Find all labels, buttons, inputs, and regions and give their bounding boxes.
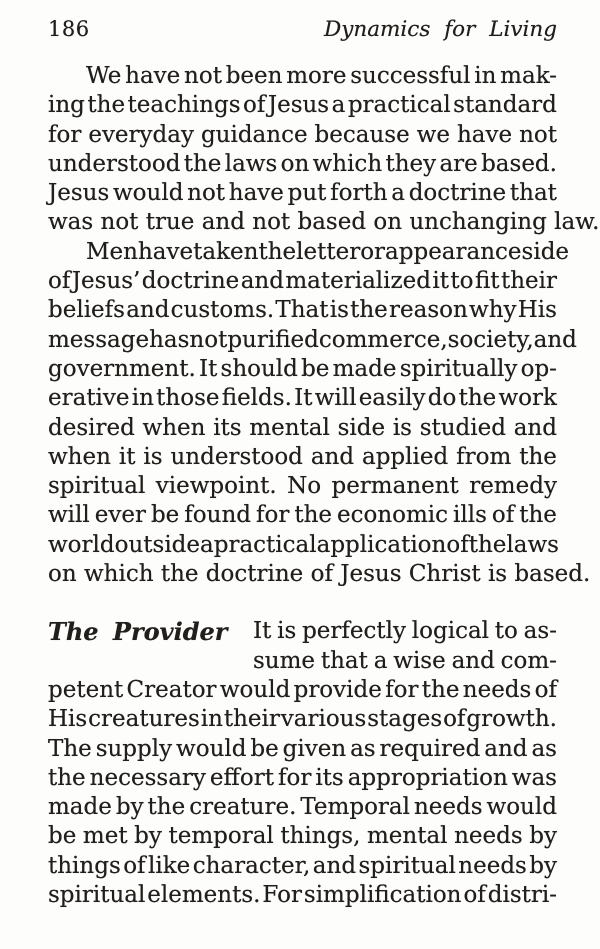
- word: because: [314, 121, 410, 148]
- word: based.: [481, 150, 557, 177]
- text-line: [48, 793, 557, 822]
- word: will: [48, 502, 90, 529]
- word: ills: [453, 502, 487, 529]
- word: sume: [253, 647, 316, 674]
- text-line: [48, 355, 557, 384]
- word: permanent: [331, 473, 459, 500]
- word: of: [48, 268, 71, 295]
- word: they: [385, 150, 437, 177]
- word: and: [310, 443, 355, 470]
- word: in: [474, 63, 497, 89]
- word: the: [258, 238, 297, 265]
- word: which: [312, 150, 383, 177]
- word: in: [131, 385, 154, 412]
- word: guidance: [200, 121, 308, 148]
- text-line: [48, 238, 570, 267]
- word: things: [48, 852, 121, 879]
- word: it: [118, 443, 136, 470]
- word: simplification: [303, 882, 462, 909]
- text-line: [253, 647, 557, 676]
- word: to: [450, 268, 474, 295]
- word: erative: [48, 385, 130, 412]
- text-line: [48, 852, 557, 881]
- word: mental: [366, 823, 448, 850]
- word: beliefs: [48, 297, 125, 324]
- word: side: [521, 238, 570, 265]
- word: understood: [48, 150, 181, 177]
- word: is: [392, 414, 412, 441]
- word: teachings: [127, 92, 241, 119]
- word: supply: [95, 735, 173, 762]
- word: would: [219, 676, 291, 703]
- page-body: [48, 62, 600, 910]
- word: logical: [411, 618, 490, 645]
- word: not: [189, 326, 228, 353]
- word: society,: [447, 326, 534, 353]
- word: be: [250, 735, 279, 762]
- word: we: [416, 121, 450, 148]
- word: Jesus: [48, 180, 110, 207]
- text-line: [48, 121, 557, 150]
- word: the: [421, 676, 460, 703]
- word: world: [48, 531, 115, 558]
- word: do: [427, 385, 457, 412]
- word: It: [198, 355, 218, 382]
- word: has: [149, 326, 190, 353]
- text-line: [48, 414, 557, 443]
- word: Jesus: [267, 92, 330, 119]
- word: when: [142, 414, 206, 441]
- text-line: [48, 676, 557, 705]
- word: a: [373, 647, 388, 674]
- word: of: [443, 706, 466, 733]
- word: His: [48, 706, 88, 733]
- word: No: [287, 473, 322, 500]
- word: the: [294, 502, 332, 529]
- text-line: [48, 62, 557, 91]
- word: creature.: [189, 794, 297, 821]
- word: of: [491, 502, 515, 529]
- word: would: [176, 735, 247, 762]
- word: government.: [48, 355, 196, 382]
- word: and: [451, 647, 495, 674]
- word: fields.: [221, 385, 292, 412]
- word: applied: [362, 443, 449, 470]
- word: the: [458, 385, 497, 412]
- word: as-: [523, 618, 557, 645]
- word: for: [48, 121, 82, 148]
- word: easily: [358, 385, 426, 412]
- text-line: [48, 267, 557, 296]
- word: have: [228, 180, 284, 207]
- word: mental: [249, 414, 330, 441]
- word: doctrine: [141, 268, 240, 295]
- word: have: [456, 121, 513, 148]
- word: the: [468, 531, 507, 558]
- body-paragraph: [48, 238, 591, 590]
- word: petent: [48, 676, 124, 703]
- word: its: [315, 764, 344, 791]
- word: The: [48, 735, 92, 762]
- word: its: [213, 414, 242, 441]
- word: needs: [413, 794, 483, 821]
- word: of: [446, 531, 469, 558]
- page-number: 186: [48, 17, 90, 41]
- word: the: [519, 443, 557, 470]
- word: successful: [350, 63, 471, 89]
- text-line: [48, 531, 557, 560]
- text-line: on which the doctrine of Jesus Christ is based.: [48, 561, 591, 588]
- word: be: [48, 823, 77, 850]
- word: made: [48, 794, 112, 821]
- word: purified: [227, 326, 319, 353]
- text-line: [48, 881, 557, 910]
- text-line: [48, 179, 557, 208]
- word: for: [255, 502, 290, 529]
- word: wise: [393, 647, 446, 674]
- word: the: [87, 92, 126, 119]
- word: been: [225, 63, 283, 89]
- word: and: [312, 852, 357, 879]
- word: desired: [48, 414, 135, 441]
- word: Temporal: [300, 794, 410, 821]
- word: those: [156, 385, 220, 412]
- word: It: [294, 385, 313, 412]
- word: when: [48, 443, 111, 470]
- word: as: [350, 735, 376, 762]
- word: of: [243, 92, 266, 119]
- word: character,: [192, 852, 311, 879]
- word: Jesus’: [71, 268, 141, 295]
- word: spiritual: [358, 852, 456, 879]
- word: would: [486, 794, 557, 821]
- word: in: [200, 706, 223, 733]
- word: the: [350, 297, 388, 324]
- word: perfectly: [302, 618, 406, 645]
- word: temporal: [168, 823, 274, 850]
- word: spiritually: [399, 355, 518, 382]
- word: commerce,: [318, 326, 448, 353]
- section-heading: The Provider: [48, 617, 228, 647]
- word: are: [439, 150, 478, 177]
- word: remedy: [469, 473, 557, 500]
- word: made: [332, 355, 397, 382]
- word: standard: [453, 92, 557, 119]
- word: that: [320, 647, 368, 674]
- text-line: [48, 150, 557, 179]
- word: for: [385, 676, 419, 703]
- body-paragraph: [48, 62, 600, 238]
- word: of: [534, 676, 557, 703]
- word: It: [253, 618, 272, 645]
- word: as: [531, 735, 557, 762]
- word: taken: [193, 238, 259, 265]
- word: spiritual: [48, 882, 146, 909]
- word: and: [484, 735, 528, 762]
- word: or: [360, 238, 386, 265]
- text-line: [48, 296, 557, 325]
- word: growth.: [466, 706, 557, 733]
- word: should: [220, 355, 298, 382]
- word: side: [337, 414, 386, 441]
- word: on: [280, 150, 310, 177]
- word: materialized: [285, 268, 431, 295]
- word: For: [262, 882, 302, 909]
- word: of: [123, 852, 146, 879]
- word: would: [112, 180, 184, 207]
- word: by: [115, 794, 144, 821]
- word: com-: [500, 647, 557, 674]
- word: needs: [458, 852, 527, 879]
- word: their: [223, 706, 280, 733]
- word: a: [200, 531, 214, 558]
- word: and: [240, 268, 284, 295]
- text-line: [48, 384, 557, 413]
- word: viewpoint.: [155, 473, 277, 500]
- word: be: [301, 355, 330, 382]
- word: doctrine: [408, 180, 507, 207]
- word: mak-: [500, 63, 557, 89]
- word: appearance: [385, 238, 522, 265]
- word: and: [533, 326, 577, 353]
- word: provide: [293, 676, 382, 703]
- word: is: [143, 443, 163, 470]
- word: reason: [389, 297, 468, 324]
- word: elements.: [147, 882, 261, 909]
- word: their: [500, 268, 557, 295]
- word: is: [277, 618, 297, 645]
- word: and: [513, 414, 557, 441]
- word: That: [275, 297, 329, 324]
- word: laws: [506, 531, 559, 558]
- word: letter: [296, 238, 361, 265]
- word: We: [86, 63, 122, 89]
- word: the: [147, 794, 186, 821]
- text-line: [48, 705, 557, 734]
- word: forth: [330, 180, 388, 207]
- word: economic: [336, 502, 449, 529]
- word: necessary: [89, 764, 206, 791]
- word: for: [277, 764, 312, 791]
- word: be: [150, 502, 180, 529]
- word: understood: [170, 443, 303, 470]
- word: and: [126, 297, 170, 324]
- word: put: [287, 180, 327, 207]
- word: stages: [367, 706, 443, 733]
- word: His: [517, 297, 557, 324]
- word: laws: [224, 150, 278, 177]
- word: practical: [213, 531, 317, 558]
- word: by: [529, 852, 557, 879]
- text-line: [48, 501, 557, 530]
- word: like: [148, 852, 191, 879]
- word: required: [379, 735, 481, 762]
- word: it: [432, 268, 449, 295]
- word: things,: [280, 823, 361, 850]
- word: is: [329, 297, 349, 324]
- sidehead-section: [48, 617, 557, 910]
- word: a: [391, 180, 405, 207]
- word: studied: [419, 414, 506, 441]
- word: appropriation: [347, 764, 508, 791]
- word: spiritual: [48, 473, 146, 500]
- word: of: [463, 882, 486, 909]
- word: why: [469, 297, 517, 324]
- word: have: [125, 63, 181, 89]
- text-line: [48, 735, 557, 764]
- word: that: [509, 180, 557, 207]
- word: have: [137, 238, 194, 265]
- word: outside: [114, 531, 201, 558]
- text-line: [48, 764, 557, 793]
- word: fit: [474, 268, 500, 295]
- word: needs: [462, 676, 532, 703]
- word: message: [48, 326, 150, 353]
- running-header: [48, 16, 557, 43]
- word: practical: [347, 92, 451, 119]
- word: the: [48, 764, 86, 791]
- word: will: [314, 385, 357, 412]
- word: creatures: [88, 706, 200, 733]
- text-line: [48, 472, 557, 501]
- word: op-: [520, 355, 557, 382]
- word: Men: [86, 238, 138, 265]
- word: needs: [454, 823, 523, 850]
- word: not: [519, 121, 557, 148]
- word: was: [511, 764, 557, 791]
- word: by: [134, 823, 162, 850]
- word: the: [519, 502, 557, 529]
- indented-lines: [253, 617, 557, 676]
- word: ing: [48, 92, 85, 119]
- word: work: [498, 385, 557, 412]
- running-title: Dynamics for Living: [323, 17, 557, 42]
- word: to: [494, 618, 518, 645]
- word: distri-: [487, 882, 557, 909]
- word: given: [282, 735, 347, 762]
- word: Creator: [126, 676, 217, 703]
- text-line: [48, 91, 557, 120]
- word: various: [280, 706, 367, 733]
- text-line: was not true and not based on unchanging law.: [48, 209, 600, 236]
- word: from: [456, 443, 512, 470]
- word: the: [183, 150, 222, 177]
- word: customs.: [170, 297, 275, 324]
- text-line: [253, 617, 557, 646]
- word: not: [184, 63, 222, 89]
- word: a: [331, 92, 346, 119]
- word: ever: [94, 502, 146, 529]
- word: everyday: [88, 121, 194, 148]
- word: effort: [209, 764, 274, 791]
- text-line: [48, 822, 557, 851]
- text-line: [48, 326, 577, 355]
- text-line: [48, 443, 557, 472]
- word: not: [187, 180, 226, 207]
- word: application: [316, 531, 447, 558]
- word: met: [82, 823, 128, 850]
- word: by: [529, 823, 557, 850]
- word: found: [184, 502, 251, 529]
- word: more: [286, 63, 347, 89]
